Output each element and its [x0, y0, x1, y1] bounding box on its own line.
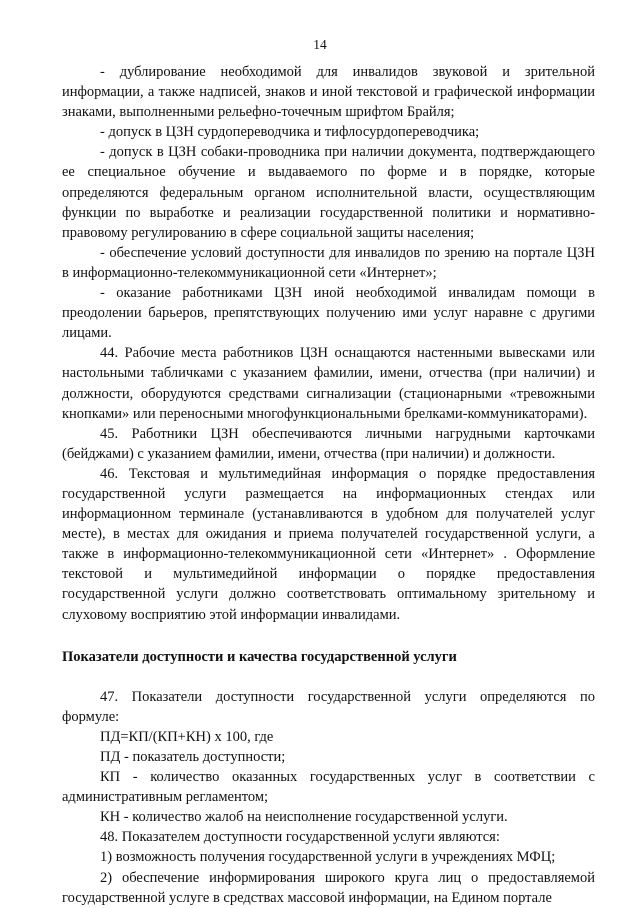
paragraph-duplication-braille: - дублирование необходимой для инвалидов звуковой и зрительной информации, а также надписей, знаков и иной текстовой и графической информации знаками, выполненными рельефно-точечным шрифтом Брайля;: [62, 64, 595, 121]
paragraph-indicator-1: 1) возможность получения государственной услуги в учреждениях МФЦ;: [100, 849, 556, 866]
paragraph-46-information: 46. Текстовая и мультимедийная информация о порядке предоставления государственной услуги размещается на информационных стендах или информационном терминале (устанавливаются в удобном для получателей услуг месте), в местах для ожидания и приема получателей государственной услуги, а также в информационно-телекоммуникационной сети «Интернет» . Оформление текстовой и мультимедийной информации о порядке предоставления государственной услуги должно соответствовать оптимальному зрительному и слуховому восприятию этой информации инвалидами.: [62, 465, 595, 623]
paragraph-visual-accessibility-portal: - обеспечение условий доступности для инвалидов по зрению на портале ЦЗН в информационно-телекоммуникационной сети «Интернет»;: [62, 244, 595, 281]
paragraph-formula: ПД=КП/(КП+КН) х 100, где: [100, 728, 274, 745]
paragraph-guide-dog: - допуск в ЦЗН собаки-проводника при наличии документа, подтверждающего ее специальное обучение и выдаваемого по форме и в порядке, которые определяются федеральным органом исполнительной власти, осуществляющим функции по выработке и реализации государственной политики и нормативно-правовому регулированию в сфере социальной защиты населения;: [62, 144, 595, 241]
section-heading: Показатели доступности и качества государственной услуги: [62, 648, 457, 665]
document-body: [62, 62, 595, 908]
paragraph-pd-definition: ПД - показатель доступности;: [100, 749, 286, 765]
paragraph-indicator-2: 2) обеспечение информирования широкого круга лиц о предоставляемой государственной услуге в средствах массовой информации, на Едином портале: [62, 869, 595, 906]
page-number: 14: [313, 37, 327, 52]
paragraph-47-formula-intro: 47. Показатели доступности государственной услуги определяются по формуле:: [62, 688, 595, 725]
paragraph-kn-definition: КН - количество жалоб на неисполнение государственной услуги.: [100, 809, 508, 826]
paragraph-48-indicators: 48. Показателем доступности государственной услуги являются:: [100, 829, 500, 846]
paragraph-staff-assistance: - оказание работниками ЦЗН иной необходимой инвалидам помощи в преодолении барьеров, препятствующих получению ими услуг наравне с другими лицами.: [62, 285, 595, 342]
paragraph-sign-interpreter: - допуск в ЦЗН сурдопереводчика и тифлосурдопереводчика;: [100, 124, 480, 141]
paragraph-kp-definition: КП - количество оказанных государственных услуг в соответствии с административным регламентом;: [62, 769, 595, 806]
paragraph-45-badges: 45. Работники ЦЗН обеспечиваются личными нагрудными карточками (бейджами) с указанием фамилии, имени, отчества (при наличии) и должности.: [62, 425, 595, 462]
paragraph-44-workplaces: 44. Рабочие места работников ЦЗН оснащаются настенными вывесками или настольными табличками с указанием фамилии, имени, отчества (при наличии) и должности, оборудуются средствами сигнализации (стационарными «тревожными кнопками» или переносными многофункциональными брелками-коммуникаторами).: [62, 345, 595, 422]
